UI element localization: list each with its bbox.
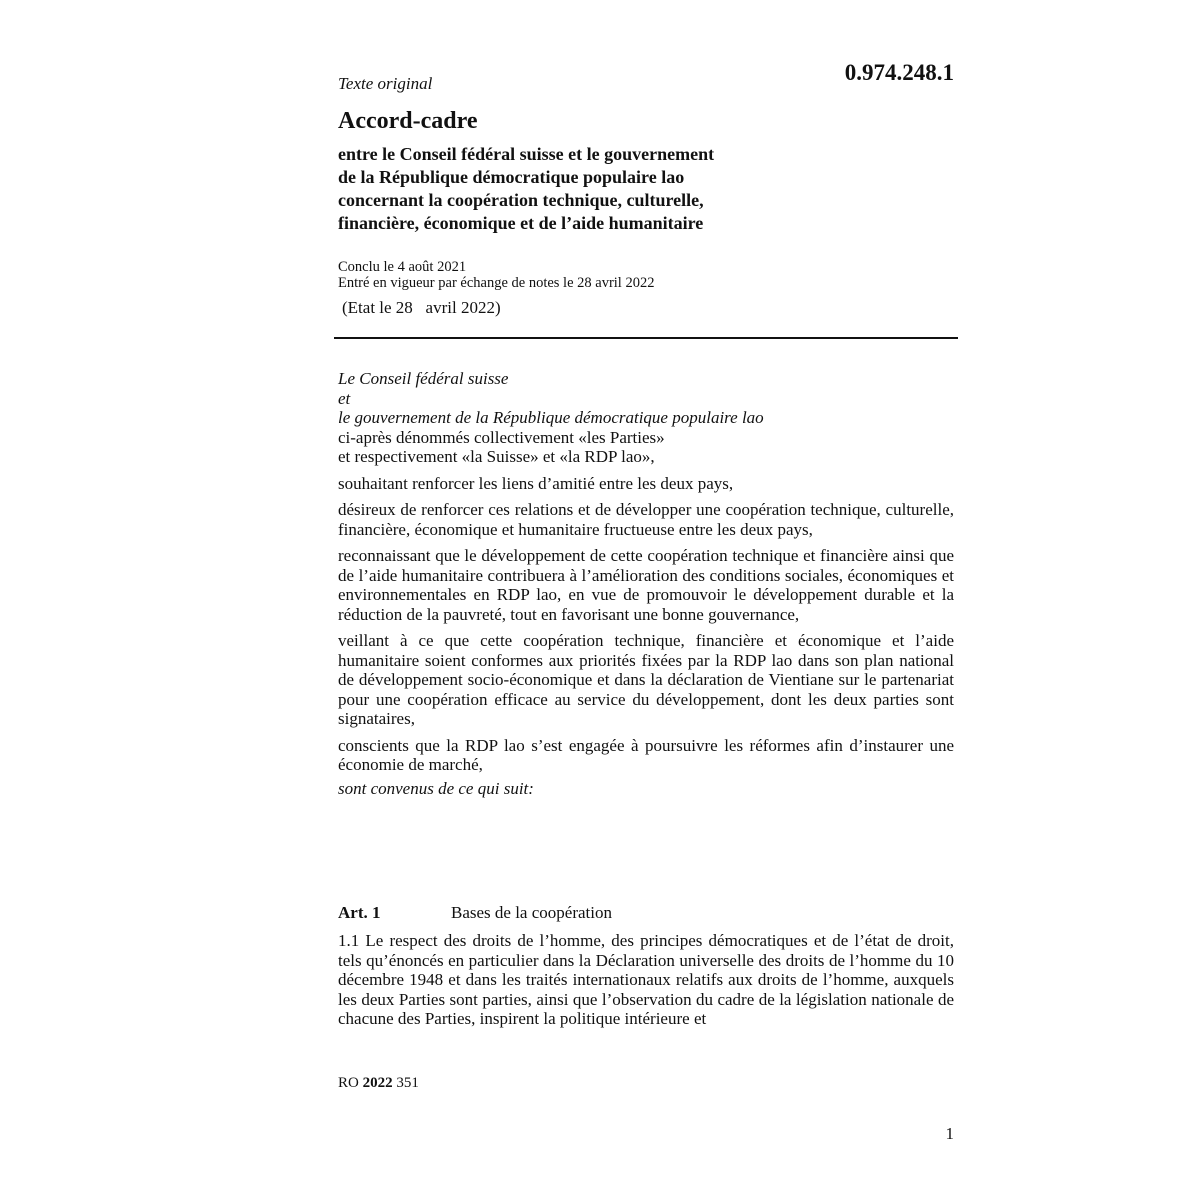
document-title: Accord-cadre — [338, 108, 478, 134]
header-divider — [334, 337, 958, 339]
preamble-paragraph: souhaitant renforcer les liens d’amitié entre les deux pays, — [338, 473, 734, 493]
preamble-closing: sont convenus de ce qui suit: — [338, 778, 534, 798]
ro-prefix: RO — [338, 1075, 359, 1091]
article-1-text: 1.1 Le respect des droits de l’homme, des principes démocratiques et de l’état de droit, tels qu’énoncés en particulier dans la Déclaration universelle des droits de l’homme du 10 décembre 1948 et dans les traités internationaux relatifs aux droits de l’homme, auxquels les deux Parties sont parties, ainsi que l’observation du cadre de la législation nationale de chacune des Parties, inspirent la politique intérieure et — [338, 931, 954, 1028]
in-force-date: Entré en vigueur par échange de notes le 28 avril 2022 — [338, 275, 655, 291]
preamble — [338, 369, 954, 798]
party-line: Le Conseil fédéral suisse — [338, 369, 509, 388]
dates-block — [338, 259, 654, 291]
preamble-paragraph: veillant à ce que cette coopération technique, financière et économique et l’aide humanitaire soient conformes aux priorités fixées par la RDP lao dans son plan national de développement socio-économique et dans la déclaration de Vientiane sur le partenariat pour une coopération efficace au service du développement, dont les deux parties sont signataires, — [338, 631, 954, 728]
party-line: et — [338, 388, 351, 408]
subtitle-line: financière, économique et de l’aide humanitaire — [338, 213, 704, 233]
preamble-paragraph: conscients que la RDP lao s’est engagée à poursuivre les réformes afin d’instaurer une économie de marché, — [338, 735, 954, 774]
preamble-paragraph: désireux de renforcer ces relations et de développer une coopération technique, culturelle, financière, économique et humanitaire fructueuse entre les deux pays, — [338, 500, 954, 539]
document-subtitle — [338, 143, 798, 235]
subtitle-line: concernant la coopération technique, culturelle, — [338, 190, 704, 210]
page-number: 1 — [945, 1124, 954, 1143]
subtitle-line: entre le Conseil fédéral suisse et le gouvernement — [338, 144, 715, 164]
preamble-paragraph: reconnaissant que le développement de cette coopération technique et financière ainsi que de l’aide humanitaire contribuera à l’amélioration des conditions sociales, économiques et environnementales en RDP lao, en vue de promouvoir le développement durable et la réduction de la pauvreté, tout en favorisant une bonne gouvernance, — [338, 546, 954, 624]
ro-year: 2022 — [362, 1075, 393, 1091]
hereinafter-line: ci-après dénommés collectivement «les Parties» — [338, 427, 665, 447]
ro-page: 351 — [396, 1075, 419, 1091]
sr-number: 0.974.248.1 — [844, 60, 954, 85]
state-date: (Etat le 28 avril 2022) — [342, 298, 501, 317]
article-1-heading — [338, 903, 612, 923]
article-title: Bases de la coopération — [451, 903, 612, 922]
article-number: Art. 1 — [338, 903, 381, 922]
original-text-label: Texte original — [338, 74, 433, 93]
party-line: le gouvernement de la République démocratique populaire lao — [338, 408, 764, 427]
subtitle-line: de la République démocratique populaire lao — [338, 167, 685, 187]
hereinafter-line: et respectivement «la Suisse» et «la RDP lao», — [338, 447, 655, 466]
ro-reference — [338, 1075, 419, 1092]
concluded-date: Conclu le 4 août 2021 — [338, 259, 467, 275]
